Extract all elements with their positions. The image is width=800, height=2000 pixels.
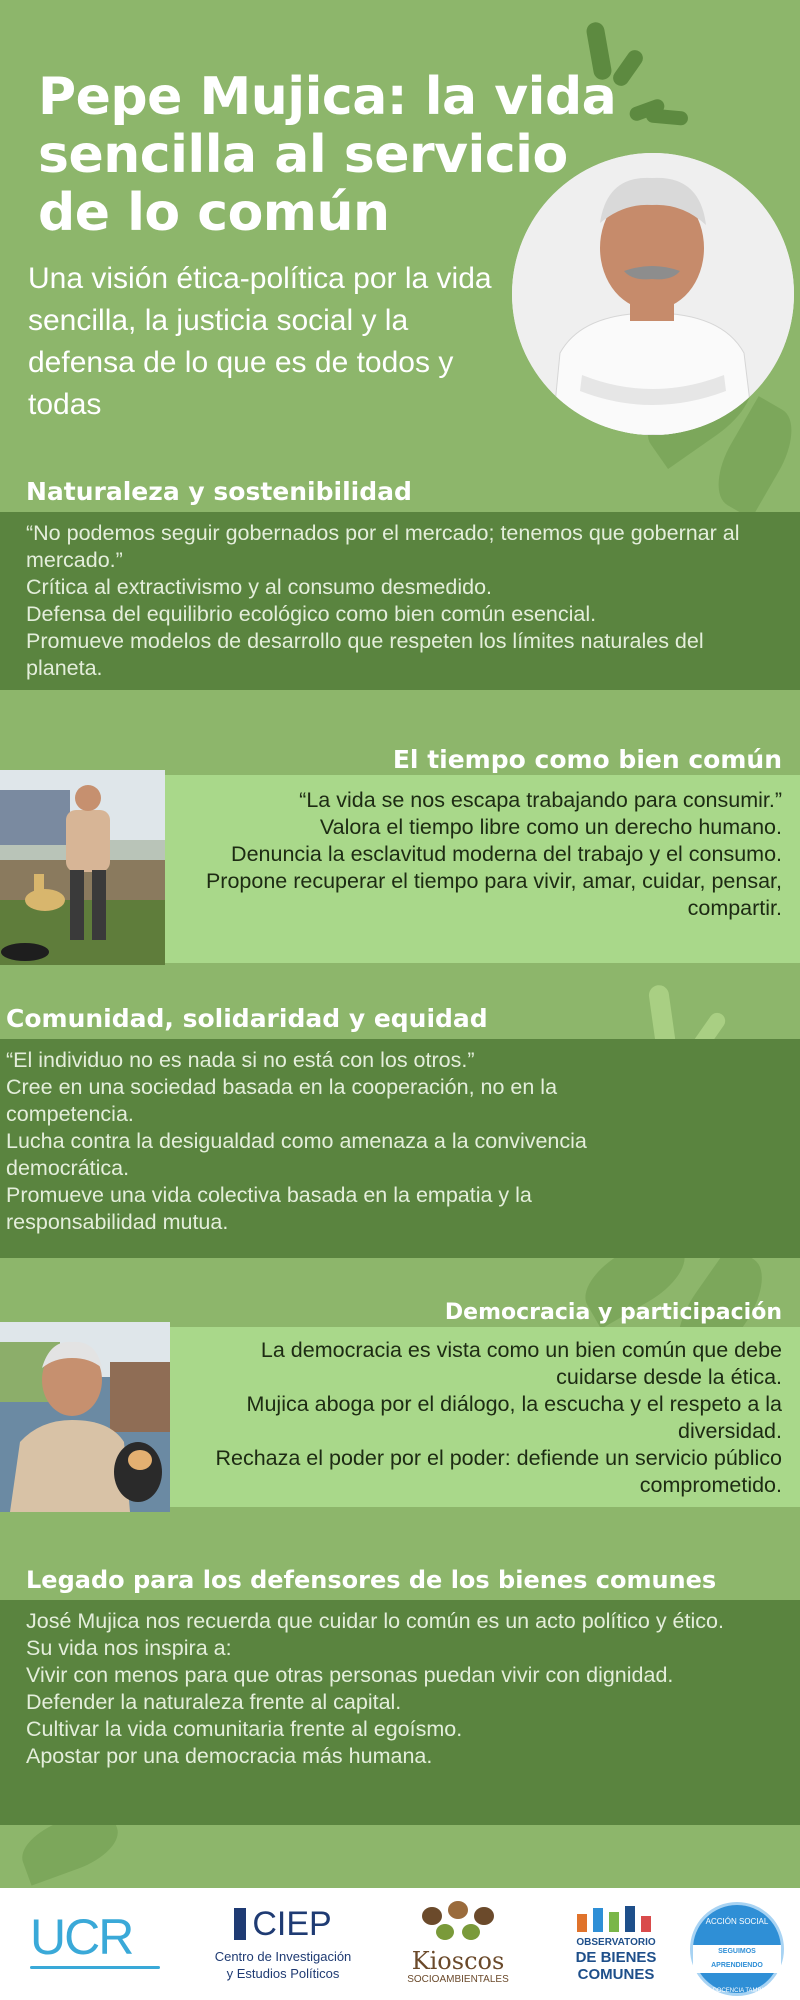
section-line: Su vida nos inspira a: xyxy=(26,1636,232,1660)
ciep-logo xyxy=(198,1906,368,1982)
observatorio-logo-line: DE BIENES xyxy=(575,1949,657,1966)
section-line: “La vida se nos escapa trabajando para consumir.” xyxy=(299,788,782,812)
portrait-photo xyxy=(512,153,794,435)
ciep-logo-text: CIEP xyxy=(252,1905,332,1943)
kioscos-logo-text: Kioscos xyxy=(411,1947,505,1975)
section-line: Vivir con menos para que otras personas puedan vivir con dignidad. xyxy=(26,1663,674,1687)
kioscos-logo-sub: SOCIOAMBIENTALES xyxy=(407,1974,509,1985)
section-line: “El individuo no es nada si no está con los otros.” xyxy=(6,1048,475,1072)
section-heading: Naturaleza y sostenibilidad xyxy=(26,477,412,506)
decorative-stroke xyxy=(645,108,688,126)
observatorio-logo xyxy=(566,1904,666,1983)
section-body xyxy=(0,1600,800,1825)
section-heading: Democracia y participación xyxy=(444,1300,782,1325)
section-line: Denuncia la esclavitud moderna del trabajo y el consumo. xyxy=(231,842,782,866)
page-subtitle: Una visión ética-política por la vida sencilla, la justicia social y la defensa de lo que es de todos y todas xyxy=(28,262,492,421)
section-body xyxy=(0,1039,800,1258)
accion-social-banner: SEGUIMOS APRENDIENDO xyxy=(693,1945,781,1973)
logo-footer xyxy=(0,1888,800,2000)
section-line: Promueve una vida colectiva basada en la empatia y la responsabilidad mutua. xyxy=(6,1183,532,1234)
ucr-logo xyxy=(30,1909,170,1969)
section-line: Lucha contra la desigualdad como amenaza a la convivencia democrática. xyxy=(6,1129,587,1180)
observatorio-logo-line: OBSERVATORIO xyxy=(576,1937,656,1948)
section-line: Valora el tiempo libre como un derecho humano. xyxy=(319,815,782,839)
section-line: Defensa del equilibrio ecológico como bien común esencial. xyxy=(26,602,597,626)
section-line: Rechaza el poder por el poder: defiende un servicio público comprometido. xyxy=(215,1446,782,1497)
section-line: La democracia es vista como un bien común que debe cuidarse desde la ética. xyxy=(260,1338,782,1389)
accion-social-logo xyxy=(690,1902,784,1996)
section-line: Defender la naturaleza frente al capital. xyxy=(26,1690,402,1714)
section-line: “No podemos seguir gobernados por el mercado; tenemos que gobernar al mercado.” xyxy=(26,521,740,572)
section-heading: Comunidad, solidaridad y equidad xyxy=(6,1004,488,1033)
observatorio-people-icon xyxy=(573,1904,659,1932)
section-line: Propone recuperar el tiempo para vivir, amar, cuidar, pensar, compartir. xyxy=(205,869,782,920)
ucr-logo-text: UCR xyxy=(30,1909,133,1965)
ciep-mark-icon xyxy=(234,1908,246,1940)
page-title: Pepe Mujica: la vida sencilla al servicio de lo común xyxy=(38,67,617,243)
ciep-logo-line: Centro de Investigación xyxy=(214,1949,352,1964)
section-line: Cree en una sociedad basada en la cooperación, no en la competencia. xyxy=(6,1075,558,1126)
accion-social-top: ACCIÓN SOCIAL xyxy=(705,1917,769,1926)
accion-social-bottom: EN DOCENCIA TAMBIÉN xyxy=(702,1988,772,1994)
photo-with-dogs xyxy=(0,770,165,965)
section-line: Apostar por una democracia más humana. xyxy=(26,1744,433,1768)
section-line: Crítica al extractivismo y al consumo desmedido. xyxy=(26,575,493,599)
kioscos-leaves-icon xyxy=(418,1900,498,1944)
section-line: Mujica aboga por el diálogo, la escucha y el respeto a la diversidad. xyxy=(246,1392,782,1443)
section-heading: El tiempo como bien común xyxy=(392,745,782,774)
photo-with-cat xyxy=(0,1322,170,1512)
ciep-logo-line: y Estudios Políticos xyxy=(226,1966,340,1981)
kioscos-logo xyxy=(398,1900,518,1986)
observatorio-logo-line: COMUNES xyxy=(577,1966,655,1983)
section-line: José Mujica nos recuerda que cuidar lo común es un acto político y ético. xyxy=(26,1609,724,1633)
section-line: Promueve modelos de desarrollo que respeten los límites naturales del planeta. xyxy=(26,629,704,680)
section-heading: Legado para los defensores de los bienes comunes xyxy=(26,1566,717,1594)
section-line: Cultivar la vida comunitaria frente al egoísmo. xyxy=(26,1717,463,1741)
section-body xyxy=(0,512,800,690)
